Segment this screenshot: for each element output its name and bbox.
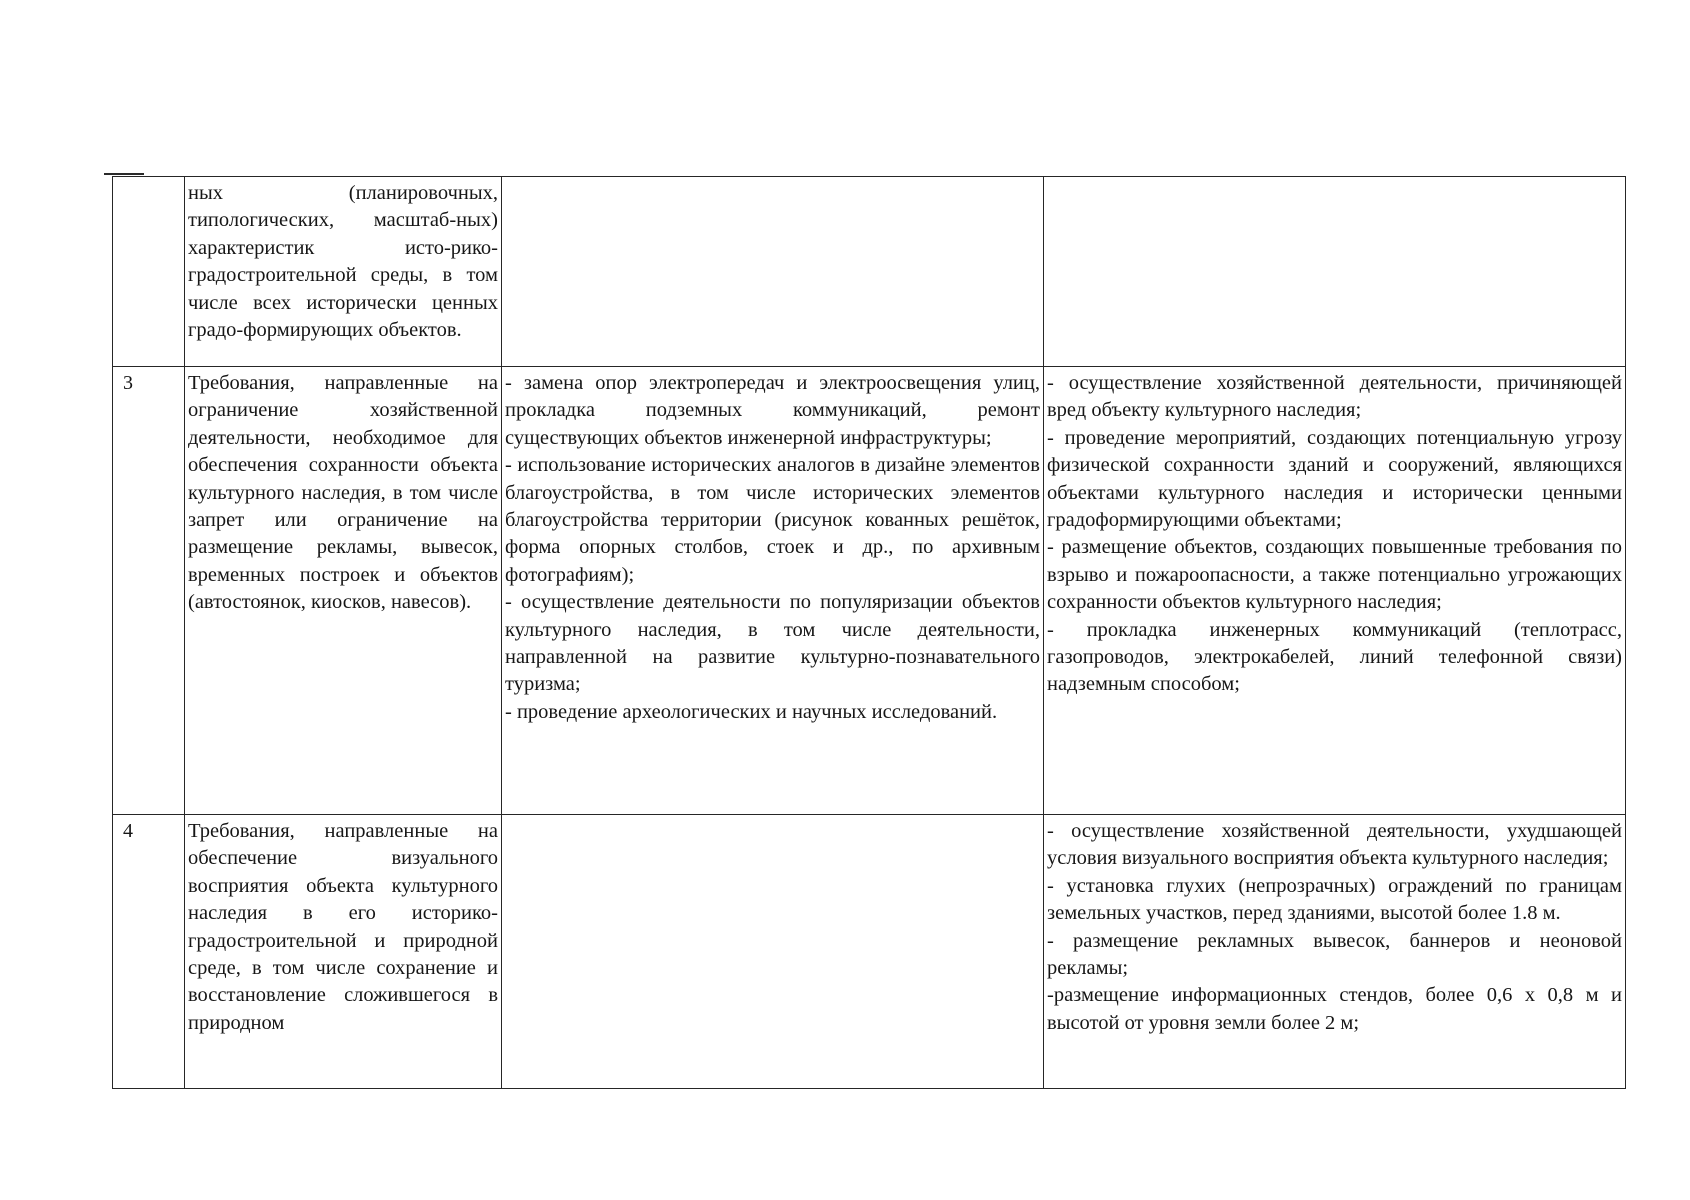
- table-row-continued: [113, 177, 1626, 367]
- forbidden-item: - размещение рекламных вывесок, баннеров и неоновой рекламы;: [1047, 929, 1622, 980]
- requirement-cell: ных (планировочных, типологических, масштаб-ных) характеристик исто-рико-градостроительной среды, в том числе всех исторически ценных градо-формирующих объектов.: [185, 177, 502, 367]
- forbidden-item: - проведение мероприятий, создающих потенциальную угрозу физической сохранности зданий и сооружений, являющихся объектами культурного наследия и исторически ценными градоформирующими объектами;: [1047, 426, 1622, 532]
- row-number-cell: [113, 177, 185, 367]
- requirements-table: [112, 176, 1626, 1089]
- scan-border-mark: [104, 173, 144, 175]
- forbidden-item: -размещение информационных стендов, более 0,6 х 0,8 м и высотой от уровня земли более 2 м;: [1047, 984, 1622, 1034]
- table-row-3: [113, 367, 1626, 815]
- row-number-cell: 3: [113, 367, 185, 815]
- forbidden-item: - установка глухих (непрозрачных) ограждений по границам земельных участков, перед зданиями, высотой более 1.8 м.: [1047, 874, 1622, 925]
- table-row-4: [113, 815, 1626, 1089]
- forbidden-item: - осуществление хозяйственной деятельности, ухудшающей условия визуального восприятия объекта культурного наследия;: [1047, 820, 1622, 870]
- allowed-item: - осуществление деятельности по популяризации объектов культурного наследия, в том числе деятельности, направленной на развитие культурно-познавательного туризма;: [505, 591, 1040, 696]
- allowed-item: - замена опор электропередач и электроосвещения улиц, прокладка подземных коммуникаций, ремонт существующих объектов инженерной инфраструктуры;: [505, 372, 1040, 449]
- allowed-item: - проведение археологических и научных исследований.: [505, 700, 998, 723]
- allowed-cell: [502, 177, 1044, 367]
- forbidden-cell: [1044, 367, 1626, 815]
- forbidden-item: - прокладка инженерных коммуникаций (теплотрасс, газопроводов, электрокабелей, линий телефонной связи) надземным способом;: [1047, 618, 1622, 696]
- row-number-cell: 4: [113, 815, 185, 1089]
- forbidden-item: - размещение объектов, создающих повышенные требования по взрыво и пожароопасности, а также потенциально угрожающих сохранности объектов культурного наследия;: [1047, 536, 1622, 614]
- forbidden-cell: [1044, 815, 1626, 1089]
- forbidden-cell: [1044, 177, 1626, 367]
- requirement-cell: Требования, направленные на обеспечение визуального восприятия объекта культурного наследия в его историко-градостроительной и природной среде, в том числе сохранение и восстановление сложившегося в природном: [185, 815, 502, 1089]
- forbidden-item: - осуществление хозяйственной деятельности, причиняющей вред объекту культурного наследия;: [1047, 372, 1622, 422]
- allowed-item: - использование исторических аналогов в дизайне элементов благоустройства, в том числе исторических элементов благоустройства территории (рисунок кованных решёток, форма опорных столбов, стоек и др., по архивным фотографиям);: [505, 454, 1040, 586]
- allowed-cell: [502, 367, 1044, 815]
- requirement-cell: Требования, направленные на ограничение хозяйственной деятельности, необходимое для обеспечения сохранности объекта культурного наследия, в том числе запрет или ограничение на размещение рекламы, вывесок, временных построек и объектов (автостоянок, киосков, навесов).: [185, 367, 502, 815]
- allowed-cell: [502, 815, 1044, 1089]
